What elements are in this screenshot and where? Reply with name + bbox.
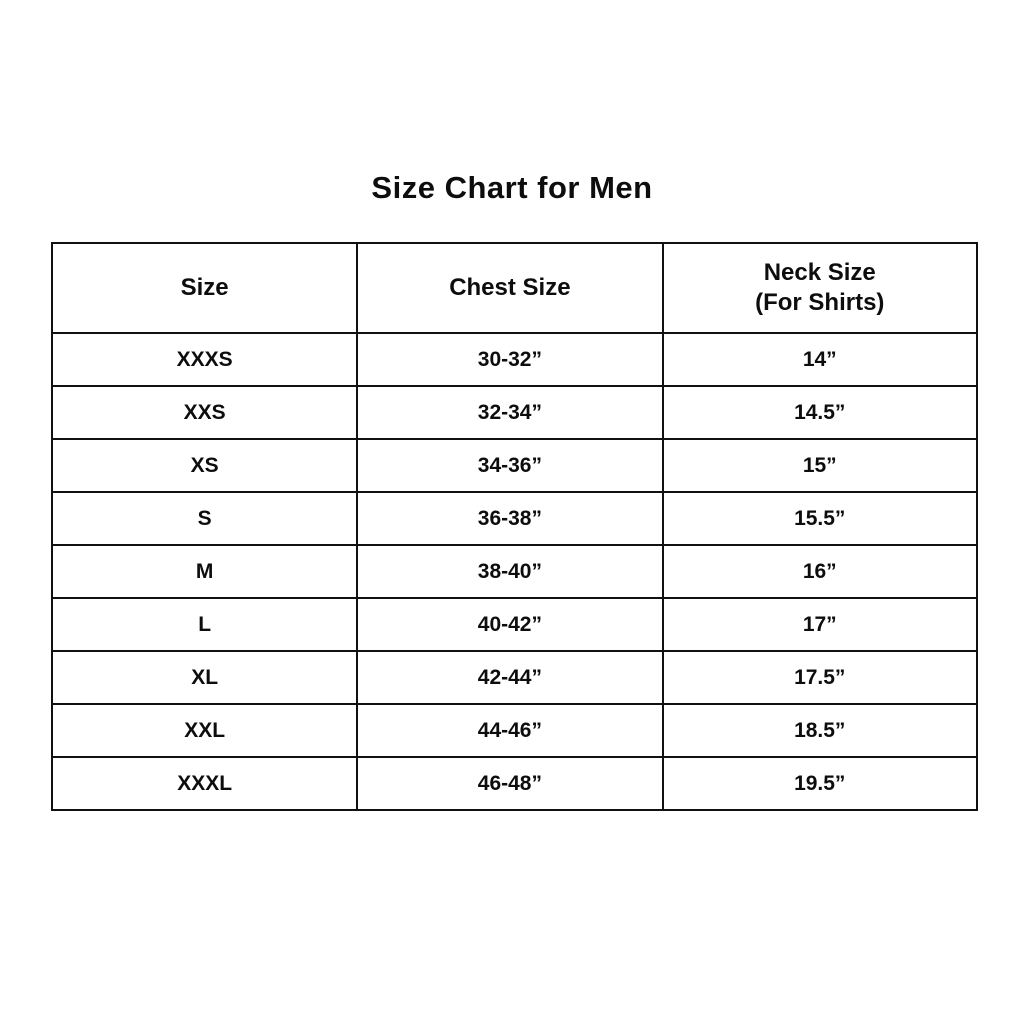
cell-size: XXXL	[52, 757, 357, 810]
cell-chest: 30-32”	[357, 333, 662, 386]
table-row	[52, 386, 977, 439]
column-header-neck-line2: (For Shirts)	[755, 289, 885, 316]
table-row	[52, 545, 977, 598]
column-header-neck-line1: Neck Size	[763, 259, 876, 286]
cell-size: XXXS	[52, 333, 357, 386]
cell-neck: 17.5”	[663, 651, 978, 704]
table-row	[52, 439, 977, 492]
cell-neck: 16”	[663, 545, 978, 598]
cell-size: XXS	[52, 386, 357, 439]
cell-size: L	[52, 598, 357, 651]
table-row	[52, 757, 977, 810]
cell-neck: 14.5”	[663, 386, 978, 439]
cell-neck: 18.5”	[663, 704, 978, 757]
table-row	[52, 492, 977, 545]
cell-chest: 34-36”	[357, 439, 662, 492]
table-row	[52, 651, 977, 704]
cell-chest: 42-44”	[357, 651, 662, 704]
cell-chest: 46-48”	[357, 757, 662, 810]
table-row	[52, 704, 977, 757]
cell-neck: 15”	[663, 439, 978, 492]
cell-size: XL	[52, 651, 357, 704]
cell-chest: 44-46”	[357, 704, 662, 757]
cell-size: S	[52, 492, 357, 545]
column-header-neck	[663, 243, 978, 333]
cell-chest: 32-34”	[357, 386, 662, 439]
cell-size: XS	[52, 439, 357, 492]
column-header-size: Size	[52, 243, 357, 333]
cell-neck: 14”	[663, 333, 978, 386]
size-chart-table	[51, 242, 978, 811]
page-title: Size Chart for Men	[371, 170, 653, 205]
cell-size: XXL	[52, 704, 357, 757]
cell-chest: 36-38”	[357, 492, 662, 545]
cell-chest: 38-40”	[357, 545, 662, 598]
table-row	[52, 333, 977, 386]
table-row	[52, 598, 977, 651]
table-header-row	[52, 243, 977, 333]
column-header-chest: Chest Size	[357, 243, 662, 333]
cell-neck: 15.5”	[663, 492, 978, 545]
cell-neck: 19.5”	[663, 757, 978, 810]
cell-chest: 40-42”	[357, 598, 662, 651]
cell-neck: 17”	[663, 598, 978, 651]
cell-size: M	[52, 545, 357, 598]
